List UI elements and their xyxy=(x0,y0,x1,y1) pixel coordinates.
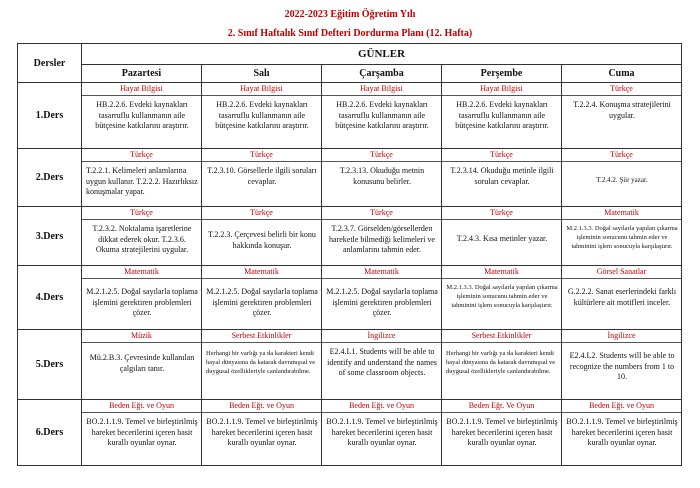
lesson-label: 5.Ders xyxy=(18,330,82,400)
lesson-cell xyxy=(82,266,202,330)
lesson-cell xyxy=(562,207,682,266)
lesson-cell xyxy=(202,330,322,400)
lesson-objective: M.2.1.3.3. Doğal sayılarla yapılan çıkarma işleminin sonucunu tahmin eder ve tahminini işlem sonucuyla karşılaştırır. xyxy=(446,284,558,309)
day-header-tuesday: Salı xyxy=(202,65,322,83)
lesson-cell xyxy=(202,207,322,266)
subject-label: Türkçe xyxy=(442,207,561,220)
lesson-objective: Herhangi bir varlığı ya da karakteri kendi hayal dünyasına da katarak davranışsal ve duygusal özellikleriyle canlandırabilme. xyxy=(206,350,316,375)
subject-label: Türkçe xyxy=(562,83,681,96)
subject-label: Türkçe xyxy=(82,149,201,162)
subject-label: Matematik xyxy=(202,266,321,279)
lesson-objective: T.2.3.13. Okuduğu metnin konusunu belirler. xyxy=(339,166,425,186)
day-header-friday: Cuma xyxy=(562,65,682,83)
lesson-objective: BO.2.1.1.9. Temel ve birleştirilmiş hareket becerilerini içeren basit kurallı oyunlar oynar. xyxy=(206,417,318,447)
lesson-objective: BO.2.1.1.9. Temel ve birleştirilmiş hareket becerilerini içeren basit kurallı oyunlar oynar. xyxy=(446,417,558,447)
lesson-cell xyxy=(322,400,442,466)
lesson-label: 4.Ders xyxy=(18,266,82,330)
subject-label: Hayat Bilgisi xyxy=(442,83,561,96)
lesson-cell xyxy=(82,207,202,266)
lesson-objective: HB.2.2.6. Evdeki kaynakları tasarruflu kullanmanın aile bütçesine katkılarını araştırır. xyxy=(335,100,429,130)
lesson-cell xyxy=(82,330,202,400)
lesson-objective: Herhangi bir varlığı ya da karakteri kendi hayal dünyasına da katarak davranışsal ve duygusal özellikleriyle canlandırabilme. xyxy=(446,350,556,375)
lesson-objective: BO.2.1.1.9. Temel ve birleştirilmiş hareket becerilerini içeren basit kurallı oyunlar oynar. xyxy=(326,417,438,447)
lesson-objective: T.2.3.10. Görsellerle ilgili soruları cevaplar. xyxy=(207,166,317,186)
lesson-objective: E2.4.L1. Students will be able to identify and understand the names of some classroom objects. xyxy=(327,347,437,377)
day-header-thursday: Perşembe xyxy=(442,65,562,83)
weekly-plan-table xyxy=(17,43,682,466)
lesson-label: 1.Ders xyxy=(18,83,82,149)
subject-label: Hayat Bilgisi xyxy=(82,83,201,96)
subject-label: Serbest Etkinlikler xyxy=(202,330,321,343)
table-row xyxy=(18,266,682,330)
lesson-objective: T.2.3.14. Okuduğu metinle ilgili soruları cevaplar. xyxy=(450,166,554,186)
lesson-cell xyxy=(322,266,442,330)
lesson-cell xyxy=(322,83,442,149)
subject-label: Beden Eğt. Ve Oyun xyxy=(442,400,561,413)
lesson-objective: T.2.3.7. Görselden/görsellerden hareketle bilmediği kelimeleri ve anlamlarını tahmin eder. xyxy=(329,224,435,254)
lesson-cell xyxy=(202,400,322,466)
lesson-objective: T.2.2.1. Kelimeleri anlamlarına uygun kullanır. T.2.2.2. Hazırlıksız konuşmalar yapar. xyxy=(86,166,198,196)
subject-label: Beden Eğt. ve Oyun xyxy=(562,400,681,413)
lesson-cell xyxy=(562,330,682,400)
day-header-monday: Pazartesi xyxy=(82,65,202,83)
subject-label: Türkçe xyxy=(322,207,441,220)
table-row xyxy=(18,83,682,149)
lesson-cell xyxy=(442,266,562,330)
subject-label: Beden Eğt. ve Oyun xyxy=(202,400,321,413)
lesson-label: 2.Ders xyxy=(18,149,82,207)
lesson-cell xyxy=(562,266,682,330)
lesson-cell xyxy=(322,207,442,266)
subject-label: Türkçe xyxy=(202,149,321,162)
lesson-objective: E2.4.L2. Students will be able to recognize the numbers from 1 to 10. xyxy=(569,351,675,381)
subject-label: Türkçe xyxy=(442,149,561,162)
lesson-label: 6.Ders xyxy=(18,400,82,466)
lesson-objective: T.2.3.2. Noktalama işaretlerine dikkat ederek okur. T.2.3.6. Okuma stratejilerini uygular. xyxy=(92,224,192,254)
lesson-objective: HB.2.2.6. Evdeki kaynakları tasarruflu kullanmanın aile bütçesine katkılarını araştırır. xyxy=(455,100,549,130)
lesson-objective: T.2.2.4. Konuşma stratejilerini uygular. xyxy=(573,100,671,120)
lesson-objective: BO.2.1.1.9. Temel ve birleştirilmiş hareket becerilerini içeren basit kurallı oyunlar oynar. xyxy=(566,417,678,447)
subject-label: Türkçe xyxy=(562,149,681,162)
lesson-cell xyxy=(442,149,562,207)
lesson-cell xyxy=(442,207,562,266)
subject-label: Türkçe xyxy=(82,207,201,220)
subject-label: Beden Eğt. ve Oyun xyxy=(82,400,201,413)
subject-label: Matematik xyxy=(562,207,681,220)
subject-label: Hayat Bilgisi xyxy=(322,83,441,96)
subject-label: Matematik xyxy=(442,266,561,279)
lesson-objective: M.2.1.3.3. Doğal sayılarla yapılan çıkarma işleminin sonucunu tahmin eder ve tahminini işlem sonucuyla karşılaştırır. xyxy=(566,225,678,250)
table-row xyxy=(18,207,682,266)
table-row xyxy=(18,330,682,400)
lesson-cell xyxy=(82,149,202,207)
lesson-cell xyxy=(562,83,682,149)
lesson-cell xyxy=(322,149,442,207)
subject-label: Görsel Sanatlar xyxy=(562,266,681,279)
subject-label: Serbest Etkinlikler xyxy=(442,330,561,343)
day-header-wednesday: Çarşamba xyxy=(322,65,442,83)
lesson-objective: G.2.2.2. Sanat eserlerindeki farklı kültürlere ait motifleri inceler. xyxy=(567,287,677,307)
lesson-cell xyxy=(202,83,322,149)
subject-label: Müzik xyxy=(82,330,201,343)
subject-label: Türkçe xyxy=(202,207,321,220)
document-title: 2022-2023 Eğitim Öğretim Yılı xyxy=(284,9,416,20)
lesson-objective: T.2.4.3. Kısa metinler yazar. xyxy=(456,234,548,243)
subject-label: İngilizce xyxy=(562,330,681,343)
table-row xyxy=(18,400,682,466)
table-row xyxy=(18,149,682,207)
lesson-cell xyxy=(562,149,682,207)
lesson-label: 3.Ders xyxy=(18,207,82,266)
lesson-cell xyxy=(202,149,322,207)
lesson-cell xyxy=(322,330,442,400)
lesson-objective: T.2.4.2. Şiir yazar. xyxy=(596,176,648,184)
lesson-cell xyxy=(82,83,202,149)
lesson-objective: BO.2.1.1.9. Temel ve birleştirilmiş hareket becerilerini içeren basit kurallı oyunlar oynar. xyxy=(86,417,198,447)
gunler-header: GÜNLER xyxy=(82,44,682,65)
lesson-objective: HB.2.2.6. Evdeki kaynakları tasarruflu kullanmanın aile bütçesine katkılarını araştırır. xyxy=(215,100,309,130)
document-subtitle: 2. Sınıf Haftalık Sınıf Defteri Dordurma Planı (12. Hafta) xyxy=(227,28,473,39)
lesson-objective: T.2.2.3. Çerçevesi belirli bir konu hakkında konuşur. xyxy=(208,230,316,250)
lesson-objective: M.2.1.2.5. Doğal sayılarla toplama işlemini gerektiren problemleri çözer. xyxy=(326,287,438,317)
lesson-cell xyxy=(442,400,562,466)
subject-label: Matematik xyxy=(322,266,441,279)
subject-label: İngilizce xyxy=(322,330,441,343)
lesson-cell xyxy=(442,330,562,400)
lesson-objective: M.2.1.2.5. Doğal sayılarla toplama işlemini gerektiren problemleri çözer. xyxy=(206,287,318,317)
subject-label: Matematik xyxy=(82,266,201,279)
lesson-cell xyxy=(442,83,562,149)
lesson-cell xyxy=(82,400,202,466)
lesson-objective: Mü.2.B.3. Çevresinde kullanılan çalgıları tanır. xyxy=(89,353,195,373)
subject-label: Hayat Bilgisi xyxy=(202,83,321,96)
lesson-objective: HB.2.2.6. Evdeki kaynakları tasarruflu kullanmanın aile bütçesine katkılarını araştırır. xyxy=(95,100,189,130)
lesson-objective: M.2.1.2.5. Doğal sayılarla toplama işlemini gerektiren problemleri çözer. xyxy=(86,287,198,317)
lesson-cell xyxy=(202,266,322,330)
dersler-header: Dersler xyxy=(18,44,82,83)
subject-label: Beden Eğt. ve Oyun xyxy=(322,400,441,413)
subject-label: Türkçe xyxy=(322,149,441,162)
lesson-cell xyxy=(562,400,682,466)
